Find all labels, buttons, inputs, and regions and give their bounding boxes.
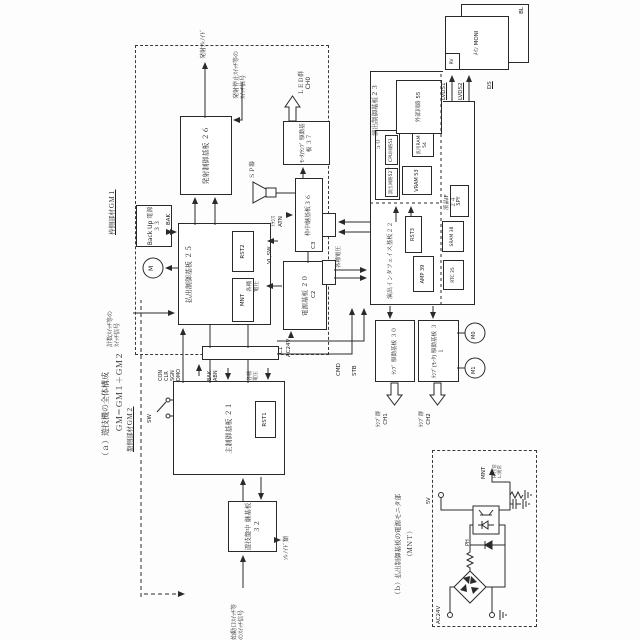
lamp-motor-drive-board-31: ﾗﾝﾌﾟ(ﾓｰﾀ) 駆動基板 ３１ bbox=[418, 320, 459, 382]
various-voltage-c2: 各種電圧 bbox=[336, 245, 342, 268]
figb-mnt-label: MNT bbox=[481, 466, 487, 479]
mnt-box: MNT bbox=[232, 278, 254, 322]
sw-label: SW bbox=[147, 414, 153, 423]
stop-switch-label: 発射停止ｽｲｯﾁ等の ｽｲｯﾁ信号 bbox=[233, 50, 248, 99]
c1-label: C1 bbox=[278, 346, 284, 354]
vl-sw-label: VL,SW bbox=[267, 246, 273, 264]
rtc-box: RTC 35 bbox=[443, 260, 464, 290]
bak-abn-labels: BAK ABN bbox=[207, 370, 219, 381]
launch-control-board-26: 発射制御基板 ２６ bbox=[180, 116, 232, 195]
lamp-drive-board-30: ﾗﾝﾌﾟ 駆動基板 ３０ bbox=[375, 320, 415, 382]
if22-label: 演出インタフェイス基板２２ bbox=[387, 221, 394, 299]
cpu-circuit-51: CPU回路51 bbox=[385, 135, 398, 165]
con-clr-sgn-dmo-labels: CON CLR SGN DMO bbox=[158, 368, 182, 381]
count-switch-label: 計数ｽｲｯﾁ等の ｽｲｯﾁ信号 bbox=[107, 310, 122, 347]
vram-53: VRAM 53 bbox=[402, 166, 432, 195]
lvds2-label: LVDS2 bbox=[458, 82, 464, 100]
backlight-bl-box: BL bbox=[461, 4, 529, 63]
payout-control-board-25: 払出制御基板 ２５ bbox=[178, 223, 271, 325]
rv-box: RV bbox=[445, 53, 460, 70]
amp-box: AMP 39 bbox=[413, 256, 434, 292]
motor-m0-label: M0 bbox=[471, 331, 477, 339]
backup-power-33: Back Up 電源３３ bbox=[136, 205, 172, 247]
figb-levels-label: H:正常 L:異常 bbox=[493, 464, 504, 478]
various-voltage-c1: 各種 電圧 bbox=[247, 370, 259, 381]
start-switch-label: 始動口ｽｲｯﾁ等 のｽｲｯﾁ信号 bbox=[231, 603, 246, 640]
payout-motor-label: M bbox=[148, 265, 155, 271]
lvds1-label: LVDS1 bbox=[441, 82, 447, 100]
lcd24-label: 液晶IF ２４ bbox=[444, 194, 457, 210]
cmd-label: CMD bbox=[336, 363, 342, 376]
gm2-label: 盤側部材ＧＭ２ bbox=[126, 406, 134, 452]
stb-label: STB bbox=[352, 365, 358, 376]
figure-a-title: （ａ）遊技機の全体構成 bbox=[101, 372, 110, 460]
effect-circuit-52: 演出回路52 bbox=[385, 168, 398, 197]
ctrl23-label: 演出制御基板２３ bbox=[371, 84, 379, 136]
ac24v-label: AC24V bbox=[286, 338, 292, 357]
various-voltage-2520: 各種 電圧 bbox=[247, 280, 260, 292]
board-relay-32: 遊技盤中 継基板 ３２ bbox=[228, 501, 277, 552]
spy-box: SPY bbox=[450, 185, 469, 217]
motor-m1-label: M1 bbox=[471, 366, 477, 374]
figure-b-subtitle: （ＭＮＴ） bbox=[406, 527, 414, 560]
power-board-20: 電源基板 ２０ bbox=[283, 261, 327, 330]
launch-solenoid-label: 発射ｿﾚﾉｲﾄﾞ bbox=[200, 28, 207, 59]
plus-label: ＋ bbox=[386, 165, 392, 171]
figb-5v-label: 5V bbox=[426, 497, 432, 504]
lamp-ch2-label: ﾗﾝﾌﾟ群 CH2 bbox=[419, 410, 432, 428]
ram-54: 汎用RAM 54 bbox=[412, 133, 434, 157]
motor-lamp-drive-board-37: ﾓｰﾀ/ﾗﾝﾌﾟ 駆動基板 ３７ bbox=[283, 121, 330, 165]
external-circuit-55: 外部回路 55 bbox=[396, 80, 442, 134]
bak-label: BAK bbox=[166, 213, 172, 225]
rst3-box: RST3 bbox=[405, 216, 422, 253]
sram-box: SRAM 38 bbox=[442, 221, 464, 252]
grp50-label: ５０ bbox=[376, 138, 382, 150]
lamp-ch1-label: ﾗﾝﾌﾟ群 CH1 bbox=[376, 410, 389, 428]
trans-atn-label: ﾄﾗﾝｽ ATN bbox=[271, 215, 284, 227]
frame-relay-board-36: 枠中継基板３６ bbox=[295, 178, 323, 252]
led-group-label: ＬＥＤ群 CH0 bbox=[298, 70, 313, 95]
figure-a-subtitle: ＧＭ＝ＧＭ１＋ＧＭ２ bbox=[115, 352, 124, 432]
rst1-box: RST1 bbox=[255, 401, 276, 438]
rst2-box: RST2 bbox=[232, 231, 254, 272]
figb-ac24v-label: AC24V bbox=[436, 605, 442, 624]
figure-b-title: （ｂ）払出制御基板の電源モニタ部 bbox=[394, 494, 402, 598]
c2-label: C2 bbox=[311, 290, 317, 298]
solenoids-label: ｿﾚﾉｲﾄﾞ類 bbox=[283, 535, 290, 560]
speaker-label: ＳＰ器 bbox=[249, 160, 256, 179]
ds-label: DS bbox=[487, 81, 493, 89]
gm1-label: 枠側部材ＧＭ１ bbox=[108, 189, 116, 235]
main-monitor-box: ﾒｲﾝ MONI bbox=[445, 16, 509, 70]
figb-ph-label: PH bbox=[465, 539, 471, 546]
main-control-board-21: 主制御基板 ２１ bbox=[173, 381, 285, 475]
c3-label: C3 bbox=[311, 241, 317, 249]
